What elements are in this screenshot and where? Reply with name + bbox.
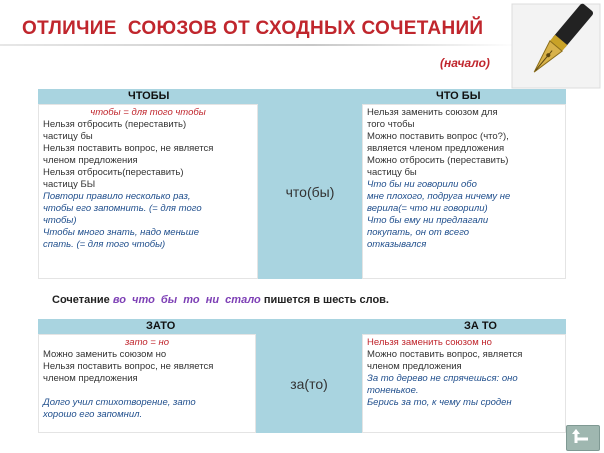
middle-label: за(то) — [290, 375, 328, 392]
cell-line: является членом предложения — [367, 143, 505, 154]
cell-line: Нельзя отбросить (переставить) — [43, 119, 187, 130]
cell-line: чтобы) — [43, 215, 77, 226]
cell-line: верила(= что ни говорили) — [367, 203, 488, 214]
cell-line: членом предложения — [43, 155, 138, 166]
fountain-pen-icon — [510, 2, 602, 90]
right-cell — [362, 334, 566, 433]
note-phrase: во что бы то ни стало — [112, 294, 261, 306]
return-button[interactable] — [566, 425, 600, 451]
cell-line: отказывался — [367, 239, 427, 250]
cell-line: членом предложения — [43, 373, 138, 384]
cell-line: зато = но — [124, 337, 170, 348]
cell-line: Повтори правило несколько раз, — [43, 191, 191, 202]
cell-line: Нельзя отбросить(переставить) — [43, 167, 184, 178]
comparison-table-chtoby — [38, 89, 566, 279]
cell-line: За то дерево не спрячешься: оно — [367, 373, 518, 384]
cell-line: тоненькое. — [367, 385, 419, 396]
header-right: ЗА ТО — [464, 320, 497, 332]
cell-line: частицу БЫ — [43, 179, 96, 190]
cell-line: мне плохого, подруга ничему не — [367, 191, 511, 202]
six-words-note — [52, 294, 389, 306]
cell-line: Можно поставить вопрос, является — [367, 349, 523, 360]
right-cell-lines — [363, 105, 565, 253]
cell-line: чтобы его запомнить. (= для того — [43, 203, 202, 214]
right-cell — [362, 104, 566, 279]
title-underline — [0, 44, 520, 46]
cell-line: Нельзя заменить союзом для — [367, 107, 498, 118]
page-subtitle: (начало) — [440, 56, 490, 70]
cell-line: Можно заменить союзом но — [43, 349, 167, 360]
table-header-row — [38, 89, 566, 104]
cell-line — [43, 385, 251, 397]
header-right: ЧТО БЫ — [436, 90, 481, 102]
header-left: ЧТОБЫ — [128, 90, 170, 102]
cell-line: Берись за то, к чему ты сроден — [367, 397, 512, 408]
cell-line: того чтобы — [367, 119, 415, 130]
left-cell — [38, 104, 258, 279]
header-left: ЗАТО — [146, 320, 176, 332]
middle-cell — [258, 104, 362, 279]
cell-line: Нельзя поставить вопрос, не является — [43, 143, 214, 154]
right-cell-lines — [363, 335, 565, 411]
note-suffix: пишется в шесть слов. — [260, 294, 389, 306]
left-cell-lines — [39, 335, 255, 423]
left-cell — [38, 334, 256, 433]
cell-line: Долго учил стихотворение, зато — [43, 397, 196, 408]
cell-line: частицу бы — [367, 167, 417, 178]
middle-cell — [256, 334, 362, 433]
page-title: ОТЛИЧИЕ СОЮЗОВ ОТ СХОДНЫХ СОЧЕТАНИЙ — [22, 18, 484, 39]
cell-line: частицу бы — [43, 131, 93, 142]
cell-line: спать. (= для того чтобы) — [43, 239, 166, 250]
cell-line: покупать, он от всего — [367, 227, 470, 238]
cell-line: Что бы ни говорили обо — [367, 179, 477, 190]
cell-line: хорошо его запомнил. — [43, 409, 143, 420]
cell-line: Можно отбросить (переставить) — [367, 155, 509, 166]
note-prefix: Сочетание — [52, 294, 113, 306]
return-arrow-icon — [572, 429, 594, 447]
cell-line: Нельзя поставить вопрос, не является — [43, 361, 214, 372]
middle-label: что(бы) — [285, 183, 335, 200]
table-header-row — [38, 319, 566, 334]
left-cell-lines — [39, 105, 257, 253]
cell-line: Чтобы много знать, надо меньше — [43, 227, 199, 238]
cell-line: чтобы = для того чтобы — [90, 107, 206, 118]
cell-line: Можно поставить вопрос (что?), — [367, 131, 509, 142]
cell-line: Нельзя заменить союзом но — [367, 337, 492, 348]
cell-line: Что бы ему ни предлагали — [367, 215, 489, 226]
comparison-table-zato — [38, 319, 566, 433]
cell-line: членом предложения — [367, 361, 462, 372]
